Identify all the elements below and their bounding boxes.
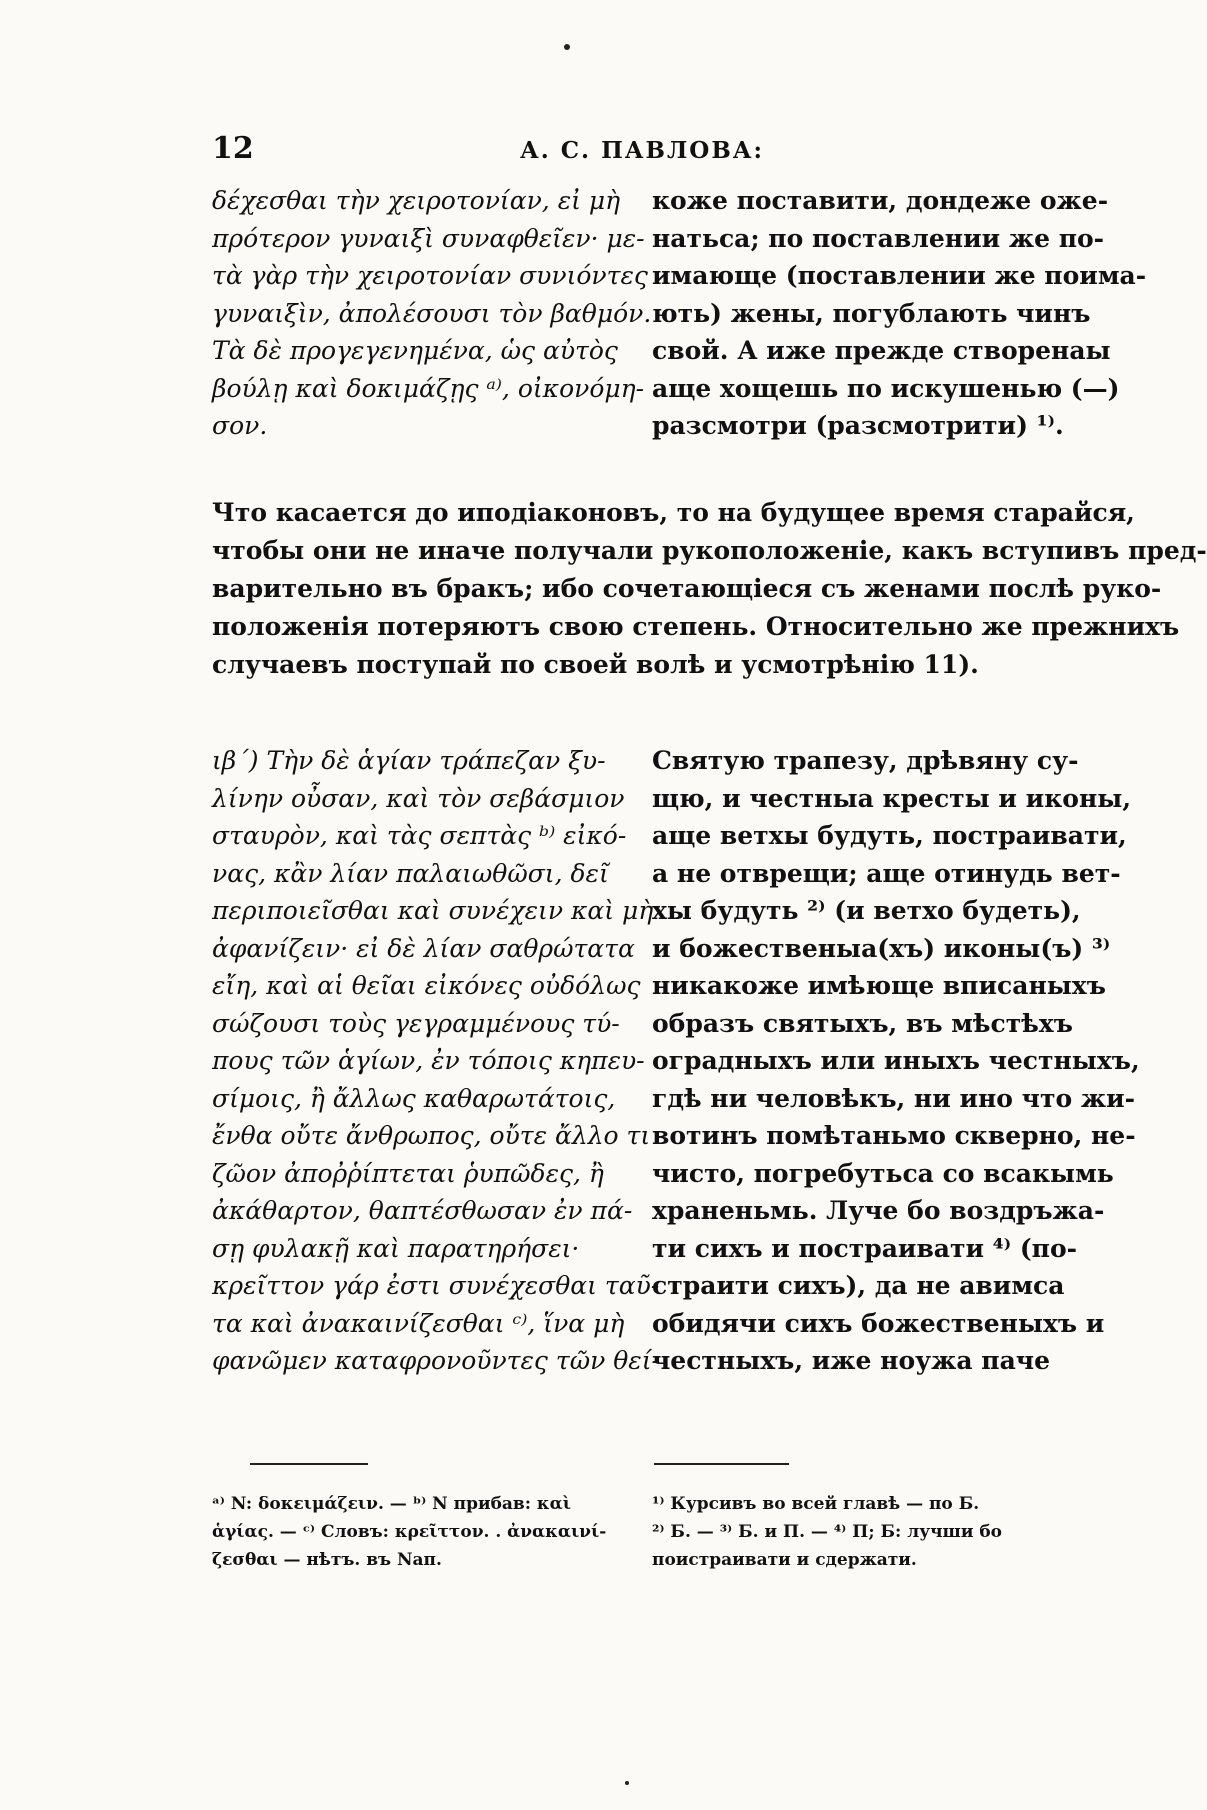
greek-text-line: νας, κἂν λίαν παλαιωθῶσι, δεῖ — [212, 858, 609, 888]
translation-text-line: положенія потеряютъ свою степень. Относительно же прежнихъ — [212, 612, 1180, 641]
greek-text-line: σώζουσι τοὺς γεγραμμένους τύ- — [212, 1008, 620, 1038]
greek-text-line: ἀκάθαρτον, θαπτέσθωσαν ἐν πά- — [212, 1196, 633, 1225]
slavonic-text-line: честныхъ, иже ноужа паче — [652, 1346, 1050, 1375]
slavonic-text-line: аще ветхы будуть, постраивати, — [652, 821, 1127, 850]
greek-text-line: σταυρὸν, καὶ τὰς σεπτὰς ᵇ⁾ εἰκό- — [212, 821, 627, 850]
footnote-line: ᵃ⁾ N: δοκειμάζειν. — ᵇ⁾ N прибав: καὶ — [212, 1494, 571, 1514]
greek-text-line: ἔνθα οὔτε ἄνθρωπος, οὔτε ἄλλο τι — [212, 1121, 651, 1150]
slavonic-text-line: хы будуть ²⁾ (и ветхо будеть), — [652, 896, 1081, 925]
greek-text-line: λίνην οὖσαν, καὶ τὸν σεβάσμιον — [212, 783, 625, 813]
greek-text-line: σίμοις, ἢ ἄλλως καθαρωτάτοις, — [212, 1083, 616, 1113]
slavonic-text-line: щю, и честныа кресты и иконы, — [652, 783, 1132, 813]
footnote-line: поистраивати и сдержати. — [652, 1550, 917, 1570]
slavonic-text-line: вотинъ помѣтаньмо скверно, не- — [652, 1121, 1136, 1150]
translation-text-line: чтобы они не иначе получали рукоположеніе, какъ вступивъ пред- — [212, 536, 1207, 565]
footnote-line: ζεσθαι — нѣтъ. въ Nап. — [212, 1550, 442, 1570]
ink-dot-top — [564, 44, 570, 50]
ink-dot-bottom — [625, 1781, 629, 1785]
running-head: А. С. ПАВЛОВА: — [520, 137, 764, 164]
slavonic-text-line: аще хощешь по искушенью (—) — [652, 373, 1120, 403]
slavonic-text-line: храненьмь. Луче бо воздръжа- — [652, 1196, 1105, 1225]
footnotes-left — [212, 1490, 630, 1574]
page-number: 12 — [212, 131, 254, 166]
footnote-line: ἁγίας. — ᶜ⁾ Словъ: κρεῖττον. . ἀνακαινί- — [212, 1522, 607, 1542]
slavonic-text-line: и божественыа(хъ) иконы(ъ) ³⁾ — [652, 933, 1111, 963]
greek-text-line: πρότερον γυναιξὶ συναφθεῖεν· με- — [212, 223, 645, 253]
footnote-line: ²⁾ Б. — ³⁾ Б. и П. — ⁴⁾ П; Б: лучши бо — [652, 1522, 1003, 1542]
slavonic-text-line: разсмотри (разсмотрити) ¹⁾. — [652, 411, 1064, 440]
slavonic-text-line: свой. А иже прежде створенаы — [652, 336, 1111, 365]
greek-text-line: ιβ΄) Τὴν δὲ ἁγίαν τράπεζαν ξυ- — [212, 746, 606, 775]
greek-text-line: ζῶον ἀποῤῥίπτεται ῥυπῶδες, ἢ — [212, 1158, 604, 1188]
translation-text-line: Что касается до иподіаконовъ, то на будущее время старайся, — [212, 498, 1135, 527]
greek-text-line: δέχεσθαι τὴν χειροτονίαν, εἰ μὴ — [212, 186, 621, 215]
greek-text-line: ἀφανίζειν· εἰ δὲ λίαν σαθρώτατα — [212, 933, 635, 963]
slavonic-text-line: никакоже имѣюще вписаныхъ — [652, 971, 1106, 1000]
footnote-line: ¹⁾ Курсивъ во всей главѣ — по Б. — [652, 1494, 980, 1514]
section2-slavonic-column — [652, 742, 1140, 1380]
slavonic-text-line: натьса; по поставлении же по- — [652, 223, 1105, 253]
section1-slavonic-column — [652, 182, 1147, 445]
greek-text-line: σον. — [212, 411, 268, 440]
slavonic-text-line: обидячи сихъ божественыхъ и — [652, 1308, 1105, 1338]
slavonic-text-line: ють) жены, погублають чинъ — [652, 298, 1091, 328]
greek-text-line: κρεῖττον γάρ ἐστι συνέχεσθαι ταῦ- — [212, 1271, 660, 1300]
greek-text-line: εἴη, καὶ αἱ θεῖαι εἰκόνες οὐδόλως — [212, 971, 641, 1000]
greek-text-line: τὰ γὰρ τὴν χειροτονίαν συνιόντες — [212, 261, 648, 290]
greek-text-line: τα καὶ ἀνακαινίζεσθαι ᶜ⁾, ἵνα μὴ — [212, 1308, 625, 1338]
greek-text-line: βούλῃ καὶ δοκιμάζῃς ᵃ⁾, οἰκονόμη- — [212, 373, 645, 403]
translation-text-line: случаевъ поступай по своей волѣ и усмотрѣнію 11). — [212, 650, 979, 679]
section1-greek-column — [212, 182, 652, 445]
footnotes-right — [652, 1490, 1082, 1574]
footnote-rule-right — [654, 1463, 789, 1465]
slavonic-text-line: оградныхъ или иныхъ честныхъ, — [652, 1046, 1140, 1075]
footnote-rule-left — [250, 1463, 368, 1465]
slavonic-text-line: образъ святыхъ, въ мѣстѣхъ — [652, 1008, 1073, 1038]
slavonic-text-line: чисто, погребутьса со всакымь — [652, 1158, 1114, 1188]
section2-greek-column — [212, 742, 660, 1380]
slavonic-text-line: страити сихъ), да не авимса — [652, 1271, 1065, 1300]
greek-text-line: σῃ φυλακῇ καὶ παρατηρήσει· — [212, 1233, 580, 1263]
slavonic-text-line: ти сихъ и постраивати ⁴⁾ (по- — [652, 1233, 1078, 1263]
translation-text-line: варительно въ бракъ; ибо сочетающіеся съ женами послѣ руко- — [212, 574, 1162, 603]
slavonic-text-line: гдѣ ни человѣкъ, ни ино что жи- — [652, 1083, 1135, 1113]
slavonic-text-line: а не отврещи; аще отинудь вет- — [652, 858, 1121, 888]
greek-text-line: πους τῶν ἁγίων, ἐν τόποις κηπευ- — [212, 1046, 645, 1075]
greek-text-line: φανῶμεν καταφρονοῦντες τῶν θεί- — [212, 1346, 660, 1375]
translation-paragraph — [212, 494, 1207, 684]
slavonic-text-line: Святую трапезу, дрѣвяну су- — [652, 746, 1079, 775]
greek-text-line: περιποιεῖσθαι καὶ συνέχειν καὶ μὴ — [212, 896, 654, 925]
greek-text-line: Τὰ δὲ προγεγενημένα, ὡς αὐτὸς — [212, 336, 618, 365]
greek-text-line: γυναιξὶν, ἀπολέσουσι τὸν βαθμόν. — [212, 298, 652, 328]
slavonic-text-line: имающе (поставлении же поима- — [652, 261, 1147, 290]
page-header — [212, 131, 1072, 171]
slavonic-text-line: коже поставити, дондеже оже- — [652, 186, 1109, 215]
